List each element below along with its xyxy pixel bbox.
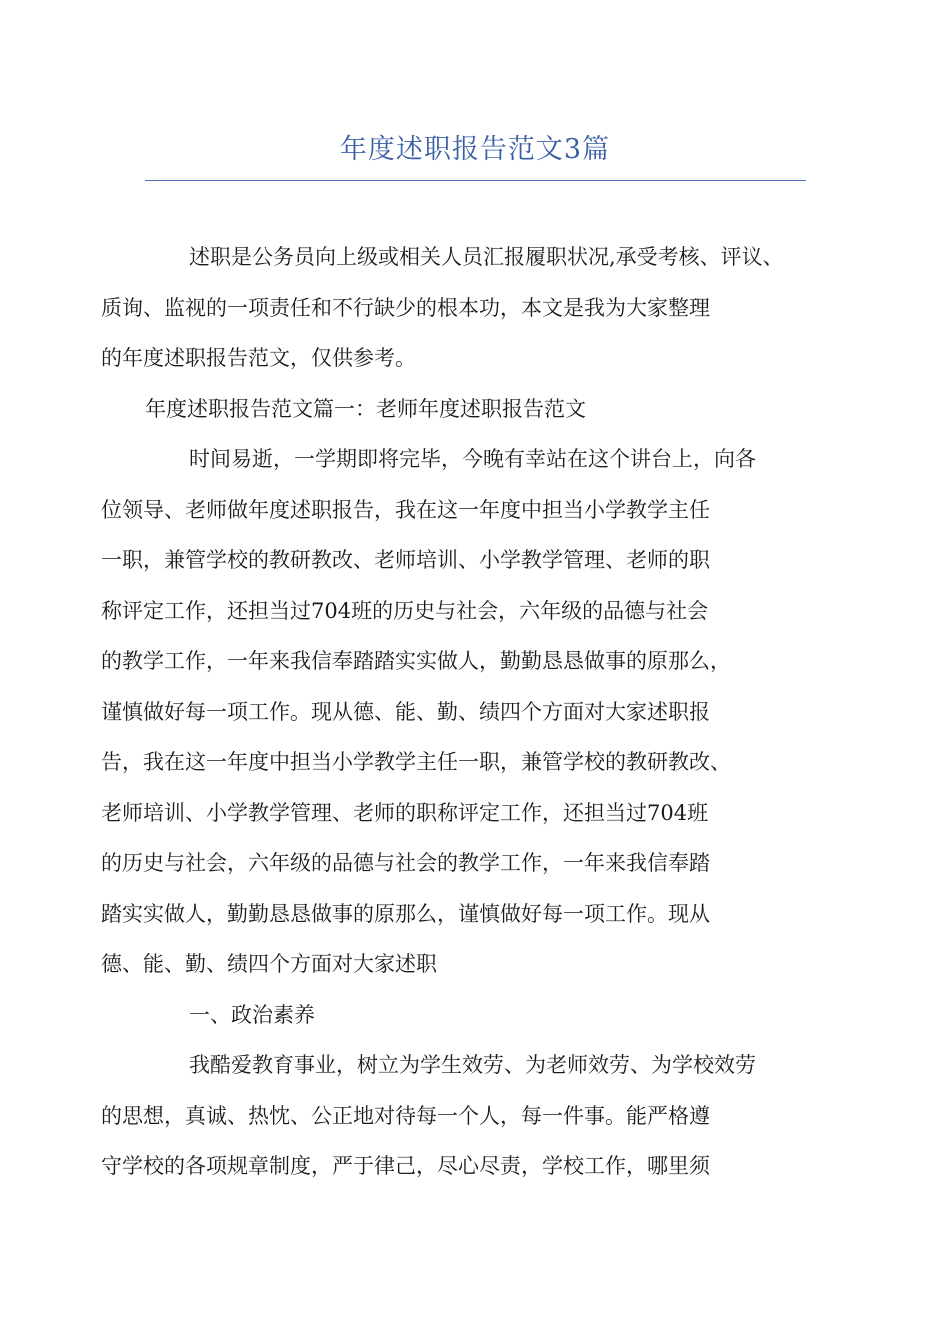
text-line: 称评定工作，还担当过704班的历史与社会，六年级的品德与社会 bbox=[101, 598, 709, 623]
text-line: 守学校的各项规章制度，严于律己，尽心尽责，学校工作，哪里须 bbox=[101, 1154, 710, 1178]
text-line: 德、能、勤、绩四个方面对大家述职 bbox=[101, 952, 437, 976]
text-line: 的教学工作，一年来我信奉踏踏实实做人，勤勤恳恳做事的原那么， bbox=[101, 649, 731, 673]
subsection-heading bbox=[145, 990, 815, 1041]
text-line: 我酷爱教育事业，树立为学生效劳、为老师效劳、为学校效劳 bbox=[189, 1053, 756, 1077]
body-paragraph bbox=[101, 1040, 815, 1192]
intro-paragraph bbox=[101, 232, 815, 384]
body-paragraph bbox=[101, 434, 815, 990]
text-line: 时间易逝，一学期即将完毕，今晚有幸站在这个讲台上，向各 bbox=[189, 447, 756, 471]
text-line: 谨慎做好每一项工作。现从德、能、勤、绩四个方面对大家述职报 bbox=[101, 699, 710, 724]
text-line: 告，我在这一年度中担当小学教学主任一职，兼管学校的教研教改、 bbox=[101, 750, 731, 774]
document-body bbox=[101, 232, 815, 1192]
text-line: 踏实实做人，勤勤恳恳做事的原那么，谨慎做好每一项工作。现从 bbox=[101, 901, 710, 926]
text-line: 述职是公务员向上级或相关人员汇报履职状况,承受考核、评议、 bbox=[189, 245, 784, 269]
title-underline bbox=[145, 180, 806, 181]
text-line: 老师培训、小学教学管理、老师的职称评定工作，还担当过704班 bbox=[101, 800, 709, 825]
text-line: 质询、监视的一项责任和不行缺少的根本功，本文是我为大家整理 bbox=[101, 295, 710, 320]
section-heading bbox=[145, 384, 815, 435]
heading-line: 一、政治素养 bbox=[189, 1002, 315, 1027]
text-line: 一职，兼管学校的教研教改、老师培训、小学教学管理、老师的职 bbox=[101, 548, 710, 572]
text-line: 的历史与社会，六年级的品德与社会的教学工作，一年来我信奉踏 bbox=[101, 851, 710, 875]
text-line: 的年度述职报告范文，仅供参考。 bbox=[101, 346, 416, 370]
heading-line: 年度述职报告范文篇一：老师年度述职报告范文 bbox=[145, 396, 586, 421]
text-line: 位领导、老师做年度述职报告，我在这一年度中担当小学教学主任 bbox=[101, 497, 710, 522]
text-line: 的思想，真诚、热忱、公正地对待每一个人，每一件事。能严格遵 bbox=[101, 1103, 710, 1128]
document-title: 年度述职报告范文3篇 bbox=[339, 134, 611, 165]
